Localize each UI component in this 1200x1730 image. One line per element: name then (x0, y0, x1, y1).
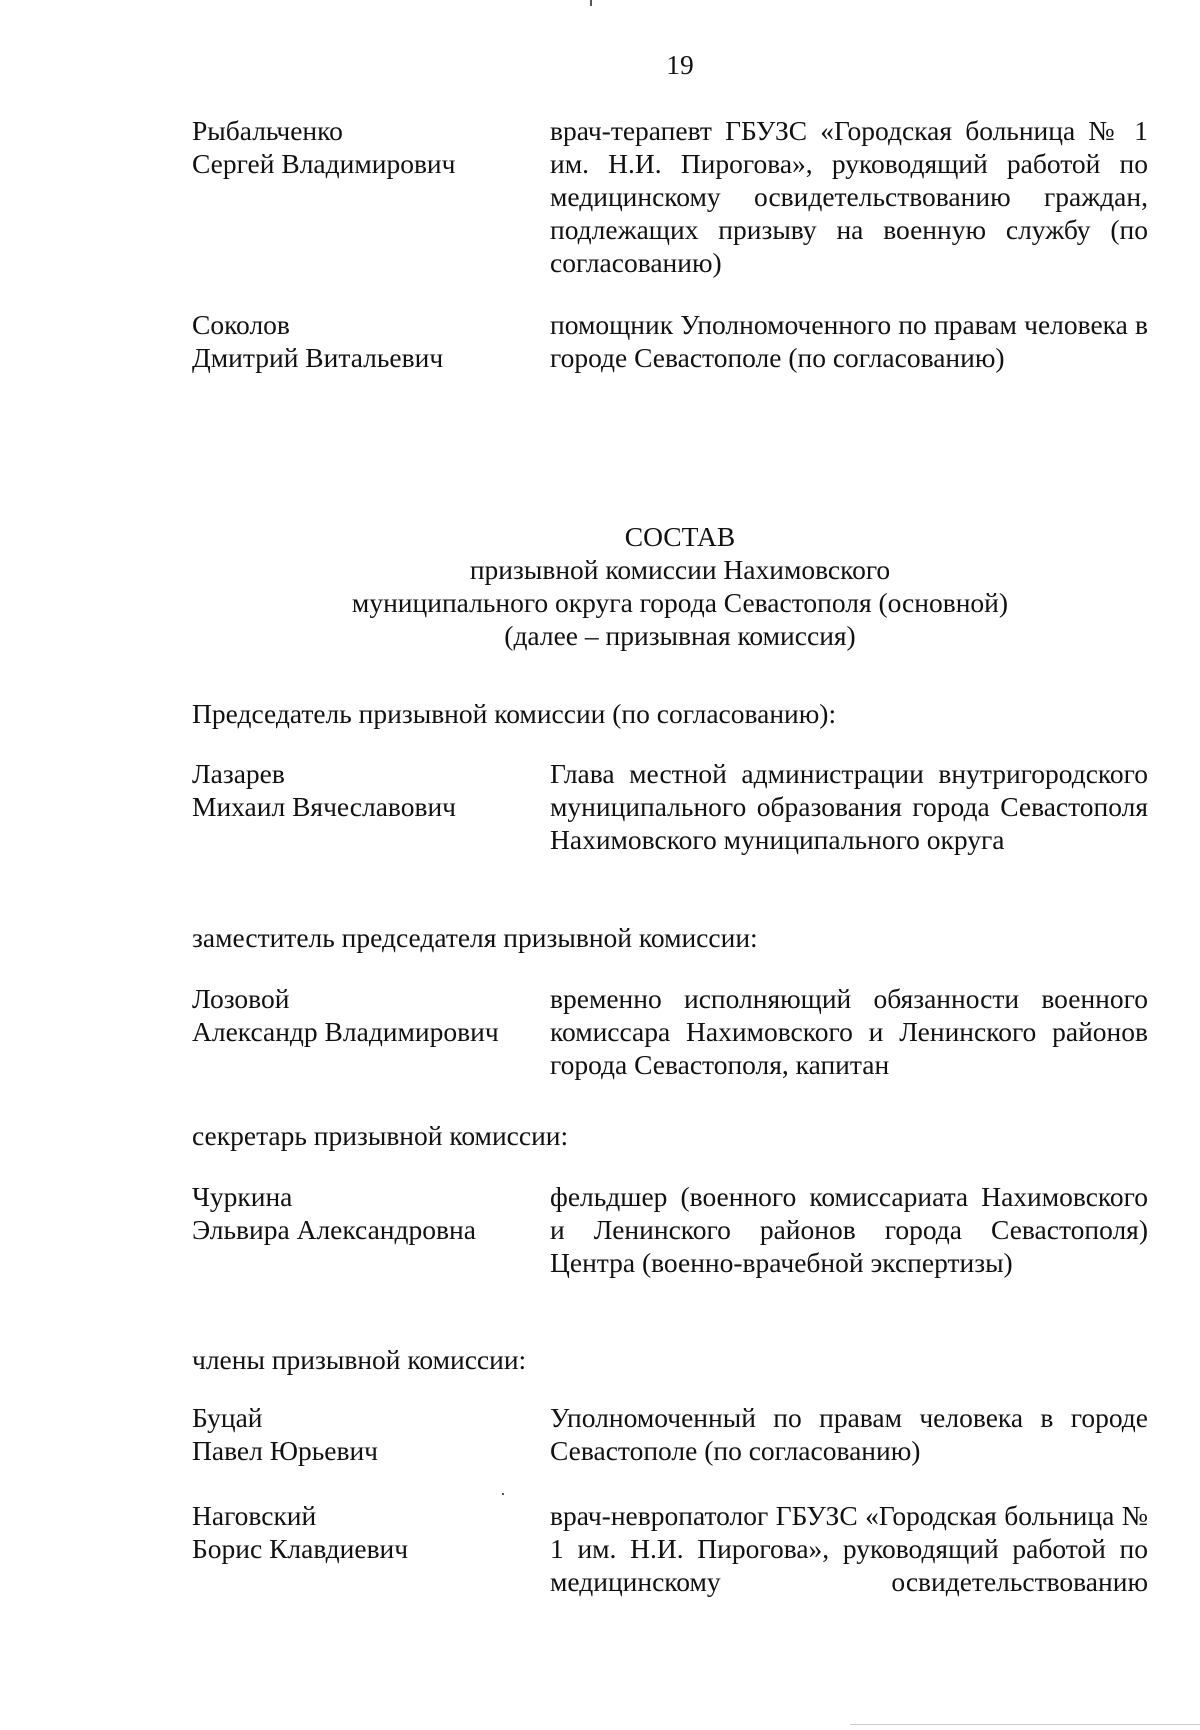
person-given-names: Дмитрий Витальевич (192, 342, 444, 373)
person-role: фельдшер (военного комиссариата Нахимовского и Ленинского районов города Севастополя) Центра (военно-врачебной экспертизы) (550, 1181, 1148, 1278)
heading-subtitle-3: (далее – призывная комиссия) (504, 620, 856, 651)
person-surname: Буцай (192, 1402, 263, 1433)
person-role: помощник Уполномоченного по правам человека в городе Севастополе (по согласованию) (550, 309, 1148, 373)
person-surname: Лазарев (192, 758, 285, 789)
person-given-names: Александр Владимирович (192, 1016, 499, 1047)
person-role: врач-терапевт ГБУЗС «Городская больница № 1 им. Н.И. Пирогова», руководящий работой по медицинскому освидетельствованию граждан, подлежащих призыву на военную службу (по согласованию) (550, 115, 1148, 278)
person-name (192, 1180, 532, 1246)
person-given-names: Эльвира Александровна (192, 1214, 476, 1245)
person-name (192, 1401, 532, 1467)
person-name (192, 757, 532, 823)
heading-subtitle-2: муниципального округа города Севастополя (основной) (351, 587, 1009, 618)
person-surname: Лозовой (192, 983, 290, 1014)
person-given-names: Сергей Владимирович (192, 148, 456, 179)
person-name (192, 982, 532, 1048)
person-surname: Чуркина (192, 1181, 293, 1212)
heading-title: СОСТАВ (624, 521, 736, 552)
chairman-label: Председатель призывной комиссии (по согласованию): (192, 698, 837, 729)
person-name (192, 1499, 532, 1565)
person-given-names: Павел Юрьевич (192, 1435, 378, 1466)
members-label: члены призывной комиссии: (192, 1344, 527, 1375)
person-role: Уполномоченный по правам человека в городе Севастополе (по согласованию) (550, 1402, 1148, 1466)
person-given-names: Борис Клавдиевич (192, 1533, 409, 1564)
page-number: 19 (666, 49, 694, 80)
person-role (550, 1499, 1148, 1598)
secretary-label: секретарь призывной комиссии: (192, 1120, 569, 1151)
person-name (192, 114, 532, 180)
deputy-label: заместитель председателя призывной комиссии: (192, 922, 758, 953)
person-surname: Соколов (192, 309, 290, 340)
document-heading (0, 520, 1200, 652)
person-given-names: Михаил Вячеславович (192, 791, 457, 822)
person-role: временно исполняющий обязанности военного комиссара Нахимовского и Ленинского районов города Севастополя, капитан (550, 983, 1148, 1080)
person-name (192, 308, 532, 374)
scan-dot (502, 1493, 504, 1495)
scan-mark-top (590, 0, 592, 6)
person-surname: Наговский (192, 1500, 317, 1531)
person-surname: Рыбальченко (192, 115, 343, 146)
heading-subtitle-1: призывной комиссии Нахимовского (469, 554, 891, 585)
scan-mark-bottom (850, 1724, 1200, 1725)
person-role: Глава местной администрации внутригородского муниципального образования города Севастополя Нахимовского муниципального округа (550, 758, 1148, 855)
person-role-text: врач-невропатолог ГБУЗС «Городская больница № 1 им. Н.И. Пирогова», руководящий работой по медицинскому освидетельствованию (550, 1500, 1148, 1597)
